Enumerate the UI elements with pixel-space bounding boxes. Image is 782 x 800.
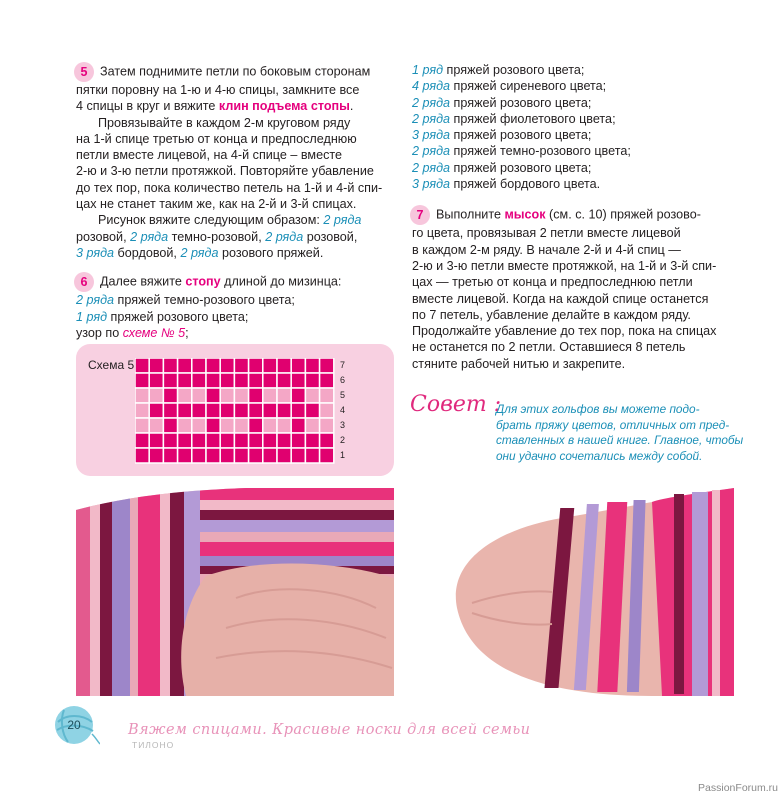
scheme-cell (149, 433, 163, 448)
text-line: пряжей темно-розового цвета; (114, 293, 295, 308)
text-line: длиной до мизинца: (220, 274, 342, 289)
scheme-cell (263, 448, 277, 463)
scheme-reference: схеме № 5 (122, 325, 186, 340)
scheme-cell (206, 433, 220, 448)
scheme-cell (234, 448, 248, 463)
page-number: 20 (67, 718, 81, 732)
rows-count: 3 ряда (76, 245, 115, 260)
scheme-cell (178, 403, 192, 418)
text-line: петли вместе лицевой, на 4-й спице – вместе (76, 148, 343, 163)
step6-badge: 6 (74, 272, 94, 292)
step7-badge: 7 (410, 205, 430, 225)
left-column (76, 62, 394, 341)
text-line: 2-ю и 3-ю петли вместе протяжкой, на 1-й и 3-й спи- (412, 258, 717, 273)
scheme-cell (320, 388, 334, 403)
scheme-cell (277, 403, 291, 418)
scheme-cell (135, 433, 149, 448)
scheme-cell (192, 448, 206, 463)
text-line: (см. с. 10) пряжей розово- (545, 207, 701, 222)
rows-count: 3 ряда (412, 128, 451, 143)
scheme-cell (220, 358, 234, 373)
scheme-cell (206, 358, 220, 373)
text-line: розовой, (76, 229, 131, 244)
text-line: темно-розовой, (168, 229, 266, 244)
text-line: на 1-й спице третью от конца и предпоследнюю (76, 131, 357, 146)
scheme-5-panel (76, 344, 394, 476)
scheme-cell (263, 358, 277, 373)
scheme-cell (192, 433, 206, 448)
tip-title: Совет : (410, 392, 502, 417)
scheme-cell (149, 373, 163, 388)
scheme-cell (178, 373, 192, 388)
scheme-cell (149, 403, 163, 418)
scheme-cell (135, 403, 149, 418)
scheme-cell (291, 448, 305, 463)
scheme-cell (291, 418, 305, 433)
text-line: стяните рабочей нитью и закрепите. (412, 356, 626, 371)
scheme-cell (149, 388, 163, 403)
step5-line: 4 спицы в круг и вяжите (76, 99, 219, 114)
scheme-cell (206, 418, 220, 433)
row-number: 5 (340, 390, 346, 400)
scheme-grid (135, 358, 335, 466)
scheme-cell (249, 358, 263, 373)
scheme-cell (220, 418, 234, 433)
row-number: 4 (340, 405, 346, 415)
scheme-cell (249, 388, 263, 403)
right-column (412, 62, 734, 372)
scheme-cell (135, 373, 149, 388)
scheme-cell (163, 448, 177, 463)
text-line: пряжей темно-розового цвета; (450, 144, 631, 159)
text-line: Провязывайте в каждом 2-м круговом ряду (98, 115, 351, 130)
row-number: 3 (340, 420, 346, 430)
scheme-cell (263, 403, 277, 418)
scheme-cell (192, 418, 206, 433)
scheme-cell (149, 418, 163, 433)
publisher-label: ТИЛОНО (132, 740, 175, 750)
text-line: до тех пор, пока количество петель на 1-й и 4-й спи- (76, 180, 383, 195)
text-line: вместе лицевой. Когда на каждой спице останется (412, 291, 709, 306)
scheme-cell (277, 433, 291, 448)
scheme-cell (249, 403, 263, 418)
scheme-cell (305, 418, 319, 433)
text-line: цах — третью от конца и предпоследнюю петли (412, 275, 693, 290)
rows-count: 2 ряда (323, 213, 362, 228)
scheme-cell (149, 448, 163, 463)
rows-count: 1 ряд (76, 309, 108, 324)
scheme-cell (320, 403, 334, 418)
scheme-cell (149, 358, 163, 373)
step5-pattern-paragraph (76, 212, 394, 261)
scheme-cell (163, 403, 177, 418)
scheme-cell (234, 403, 248, 418)
step5-line: Затем поднимите петли по боковым сторонам (100, 64, 371, 79)
stripe-rows-list (412, 62, 734, 192)
scheme-cell (277, 358, 291, 373)
row-number: 6 (340, 375, 346, 385)
book-title: Вяжем спицами. Красивые носки для всей семьи (128, 722, 531, 738)
yarn-ball-icon (52, 704, 100, 746)
scheme-cell (163, 388, 177, 403)
scheme-cell (305, 358, 319, 373)
scheme-cell (192, 403, 206, 418)
scheme-cell (206, 448, 220, 463)
scheme-cell (277, 373, 291, 388)
text-line: в каждом 2-м ряду. В начале 2-й и 4-й спиц — (412, 242, 681, 257)
scheme-cell (178, 418, 192, 433)
scheme-cell (291, 403, 305, 418)
text-line: пряжей фиолетового цвета; (450, 111, 616, 126)
scheme-cell (305, 433, 319, 448)
rows-count: 2 ряда (76, 293, 115, 308)
scheme-cell (206, 388, 220, 403)
scheme-cell (192, 388, 206, 403)
scheme-cell (291, 358, 305, 373)
text-line: Выполните (436, 207, 505, 222)
text-line: розовой, (303, 229, 358, 244)
scheme-cell (263, 388, 277, 403)
scheme-cell (135, 448, 149, 463)
text-line: бордовой, (114, 245, 181, 260)
instep-highlight: клин подъема стопы (218, 99, 350, 114)
scheme-cell (305, 388, 319, 403)
tip-line: ставленных в нашей книге. Главное, чтобы (496, 433, 744, 447)
scheme-cell (291, 373, 305, 388)
scheme-cell (234, 388, 248, 403)
rows-count: 2 ряда (412, 111, 451, 126)
scheme-cell (178, 388, 192, 403)
scheme-cell (263, 373, 277, 388)
scheme-cell (178, 358, 192, 373)
scheme-cell (249, 433, 263, 448)
scheme-cell (135, 358, 149, 373)
scheme-cell (163, 433, 177, 448)
text-line: пряжей розового цвета; (450, 160, 592, 175)
rows-count: 2 ряда (130, 229, 169, 244)
rows-count: 4 ряда (412, 79, 451, 94)
scheme-cell (220, 388, 234, 403)
rows-count: 2 ряда (412, 160, 451, 175)
scheme-cell (234, 373, 248, 388)
scheme-cell (234, 433, 248, 448)
text-line: пряжей розового цвета; (443, 63, 585, 77)
text-line: пряжей розового цвета; (107, 309, 249, 324)
text-line: узор по (76, 325, 123, 340)
text-line: не останется по 2 петли. Оставшиеся 8 петель (412, 340, 686, 355)
step7-paragraph (412, 205, 734, 372)
scheme-cell (249, 373, 263, 388)
watermark: PassionForum.ru (698, 782, 778, 794)
scheme-cell (320, 358, 334, 373)
scheme-cell (192, 358, 206, 373)
scheme-cell (320, 373, 334, 388)
scheme-cell (192, 373, 206, 388)
tip-text (496, 402, 746, 464)
scheme-cell (135, 388, 149, 403)
scheme-cell (163, 418, 177, 433)
row-number: 7 (340, 360, 346, 370)
text-line: цах не станет таким же, как на 2-й и 3-й спицах. (76, 197, 357, 212)
step6-paragraph (76, 272, 394, 341)
rows-count: 2 ряда (180, 245, 219, 260)
step5-decrease-paragraph (76, 115, 394, 213)
scheme-cell (305, 403, 319, 418)
row-number: 1 (340, 450, 346, 460)
toe-highlight: мысок (504, 207, 546, 222)
text-line: пряжей розового цвета; (450, 128, 592, 143)
scheme-cell (206, 373, 220, 388)
scheme-cell (163, 373, 177, 388)
scheme-cell (305, 448, 319, 463)
scheme-cell (178, 448, 192, 463)
step5-line: . (349, 99, 354, 114)
scheme-cell (249, 418, 263, 433)
sock-toe-photo (412, 488, 734, 696)
scheme-cell (220, 403, 234, 418)
tip-line: они удачно сочетались между собой. (496, 448, 703, 463)
scheme-cell (277, 448, 291, 463)
sock-heel-photo (76, 488, 394, 696)
text-line: ; (185, 325, 189, 340)
scheme-cell (249, 448, 263, 463)
step5-line: пятки поровну на 1-ю и 4-ю спицы, замкните все (76, 83, 360, 97)
step5-paragraph (76, 62, 394, 115)
scheme-cell (291, 388, 305, 403)
scheme-cell (220, 373, 234, 388)
tip-line: брать пряжу цветов, отличных от пред- (496, 417, 730, 432)
text-line: по 7 петель, убавление делайте в каждом ряду. (412, 307, 691, 322)
scheme-cell (305, 373, 319, 388)
text-line: 2-ю и 3-ю петли протяжкой. Повторяйте убавление (76, 164, 374, 179)
text-line: го цвета, провязывая 2 петли вместе лицевой (412, 226, 681, 241)
tip-line: Для этих гольфов вы можете подо- (496, 402, 700, 416)
rows-count: 2 ряда (265, 229, 304, 244)
scheme-cell (234, 418, 248, 433)
rows-count: 1 ряд (412, 63, 444, 77)
scheme-cell (320, 418, 334, 433)
scheme-cell (263, 418, 277, 433)
row-number: 2 (340, 435, 346, 445)
rows-count: 2 ряда (412, 144, 451, 159)
scheme-cell (277, 418, 291, 433)
text-line: Продолжайте убавление до тех пор, пока на спицах (412, 324, 717, 339)
text-line: пряжей розового цвета; (450, 95, 592, 110)
text-line: розового пряжей. (218, 245, 324, 260)
text-line: Рисунок вяжите следующим образом: (98, 213, 324, 228)
scheme-cell (178, 433, 192, 448)
text-line: пряжей сиреневого цвета; (450, 79, 607, 94)
scheme-cell (135, 418, 149, 433)
scheme-cell (163, 358, 177, 373)
rows-count: 2 ряда (412, 95, 451, 110)
rows-count: 3 ряда (412, 177, 451, 192)
text-line: пряжей бордового цвета. (450, 177, 601, 192)
step5-badge: 5 (74, 62, 94, 82)
scheme-cell (220, 433, 234, 448)
scheme-cell (277, 388, 291, 403)
scheme-cell (206, 403, 220, 418)
text-line: Далее вяжите (100, 274, 186, 289)
scheme-cell (220, 448, 234, 463)
scheme-cell (320, 433, 334, 448)
scheme-cell (320, 448, 334, 463)
scheme-cell (291, 433, 305, 448)
scheme-cell (263, 433, 277, 448)
scheme-title: Схема 5 (88, 358, 135, 372)
foot-highlight: стопу (185, 274, 221, 289)
scheme-cell (234, 358, 248, 373)
